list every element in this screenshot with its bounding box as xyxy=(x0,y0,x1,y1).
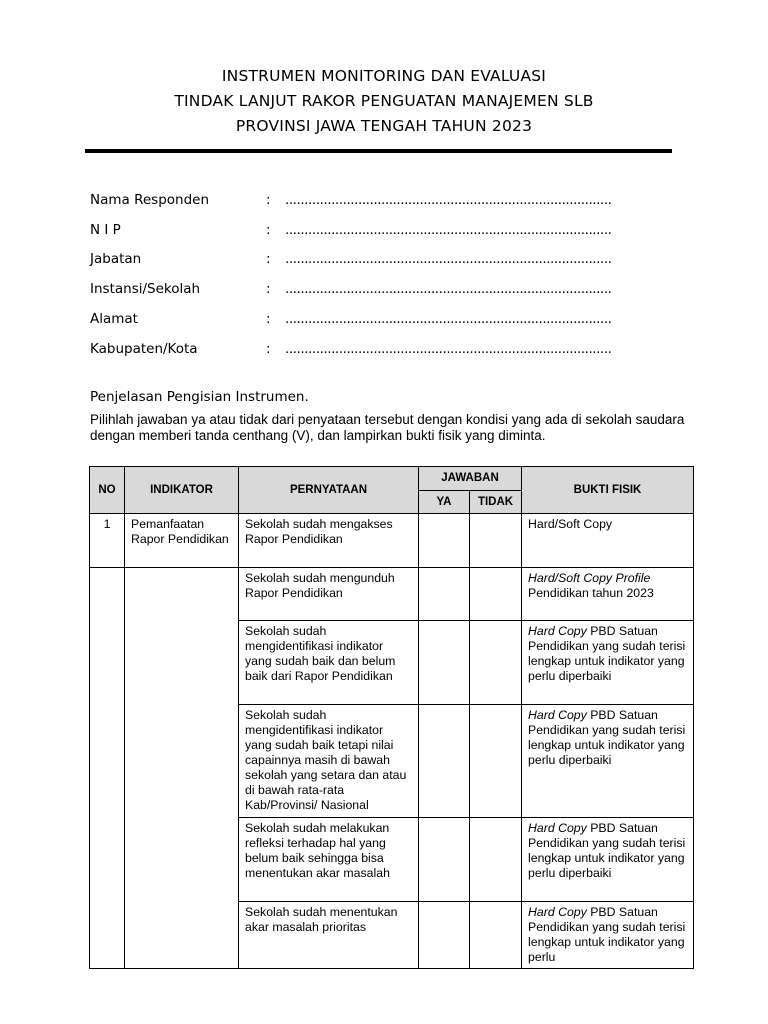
bukti-italic: Hard Copy xyxy=(528,708,587,722)
cell-ya[interactable] xyxy=(419,621,470,705)
bukti-italic: Hard/Soft Copy Profile xyxy=(528,571,651,585)
field-label: Jabatan xyxy=(90,251,142,267)
bukti-text: PBD Satuan Pendidikan yang sudah terisi lengkap untuk indikator yang perlu diperbaiki xyxy=(528,821,686,880)
title-line-2: TINDAK LANJUT RAKOR PENGUATAN MANAJEMEN SLB xyxy=(174,92,594,110)
cell-ya[interactable] xyxy=(419,902,470,969)
field-dots[interactable]: ..................................................................................... xyxy=(285,341,612,357)
header-jawaban: JAWABAN xyxy=(419,467,522,491)
field-colon: : xyxy=(266,341,271,357)
field-dots[interactable]: ..................................................................................... xyxy=(285,251,612,267)
bukti-text: Pendidikan tahun 2023 xyxy=(528,586,654,600)
field-dots[interactable]: ..................................................................................... xyxy=(285,192,612,208)
bukti-italic: Hard Copy xyxy=(528,624,587,638)
field-label: Instansi/Sekolah xyxy=(90,281,201,297)
cell-tidak[interactable] xyxy=(470,568,522,621)
header-no: NO xyxy=(90,467,125,514)
cell-pernyataan: Sekolah sudah mengidentifikasi indikator yang sudah baik dan belum baik dari Rapor Pendidikan xyxy=(239,621,419,705)
field-dots[interactable]: ..................................................................................... xyxy=(285,281,612,297)
cell-pernyataan: Sekolah sudah mengakses Rapor Pendidikan xyxy=(239,514,419,568)
cell-indikator: Pemanfaatan Rapor Pendidikan xyxy=(125,514,239,568)
cell-pernyataan: Sekolah sudah mengunduh Rapor Pendidikan xyxy=(239,568,419,621)
bukti-text: PBD Satuan Pendidikan yang sudah terisi lengkap untuk indikator yang perlu diperbaiki xyxy=(528,624,686,683)
title-divider xyxy=(85,149,672,153)
field-label: Nama Responden xyxy=(90,192,210,208)
field-dots[interactable]: ..................................................................................... xyxy=(285,311,612,327)
field-label: Alamat xyxy=(90,311,138,327)
title-line-3: PROVINSI JAWA TENGAH TAHUN 2023 xyxy=(235,117,533,135)
cell-pernyataan: Sekolah sudah melakukan refleksi terhadap hal yang belum baik sehingga bisa menentukan akar masalah xyxy=(239,818,419,902)
instrument-table xyxy=(89,466,694,969)
cell-bukti xyxy=(522,568,694,621)
header-indikator: INDIKATOR xyxy=(125,467,239,514)
cell-bukti xyxy=(522,621,694,705)
cell-pernyataan: Sekolah sudah menentukan akar masalah prioritas xyxy=(239,902,419,969)
cell-bukti xyxy=(522,818,694,902)
cell-tidak[interactable] xyxy=(470,621,522,705)
cell-pernyataan: Sekolah sudah mengidentifikasi indikator yang sudah baik tetapi nilai capainnya masih di bawah sekolah yang setara dan atau di bawah rata-rata Kab/Provinsi/ Nasional xyxy=(239,705,419,818)
cell-no: 1 xyxy=(90,514,125,568)
cell-ya[interactable] xyxy=(419,818,470,902)
header-tidak: TIDAK xyxy=(470,491,522,514)
cell-bukti xyxy=(522,514,694,568)
field-label: Kabupaten/Kota xyxy=(90,341,198,357)
cell-ya[interactable] xyxy=(419,568,470,621)
cell-ya[interactable] xyxy=(419,705,470,818)
field-colon: : xyxy=(266,251,271,267)
bukti-text: PBD Satuan Pendidikan yang sudah terisi lengkap untuk indikator yang perlu diperbaiki xyxy=(528,708,686,767)
field-colon: : xyxy=(266,311,271,327)
bukti-italic: Hard Copy xyxy=(528,905,587,919)
cell-tidak[interactable] xyxy=(470,902,522,969)
bukti-text: PBD Satuan Pendidikan yang sudah terisi lengkap untuk indikator yang perlu xyxy=(528,905,686,964)
field-dots[interactable]: ..................................................................................... xyxy=(285,222,612,238)
header-ya: YA xyxy=(419,491,470,514)
header-pernyataan: PERNYATAAN xyxy=(239,467,419,514)
cell-no-empty xyxy=(90,568,125,969)
cell-bukti xyxy=(522,902,694,969)
cell-indikator-empty xyxy=(125,568,239,969)
field-colon: : xyxy=(266,281,271,297)
title-line-1: INSTRUMEN MONITORING DAN EVALUASI xyxy=(221,67,547,85)
header-bukti-fisik: BUKTI FISIK xyxy=(522,467,694,514)
cell-tidak[interactable] xyxy=(470,818,522,902)
cell-tidak[interactable] xyxy=(470,514,522,568)
bukti-italic: Hard Copy xyxy=(528,821,587,835)
cell-ya[interactable] xyxy=(419,514,470,568)
explanation-title: Penjelasan Pengisian Instrumen. xyxy=(90,389,309,405)
table-row xyxy=(90,568,694,621)
cell-bukti xyxy=(522,705,694,818)
field-colon: : xyxy=(266,192,271,208)
bukti-text: Hard/Soft Copy xyxy=(528,517,613,531)
table-row xyxy=(90,514,694,568)
cell-tidak[interactable] xyxy=(470,705,522,818)
field-label: N I P xyxy=(90,222,121,238)
field-colon: : xyxy=(266,222,271,238)
explanation-body: Pilihlah jawaban ya atau tidak dari penyataan tersebut dengan kondisi yang ada di sekolah saudara dengan memberi tanda centhang (V), dan lampirkan bukti fisik yang diminta. xyxy=(90,412,685,443)
